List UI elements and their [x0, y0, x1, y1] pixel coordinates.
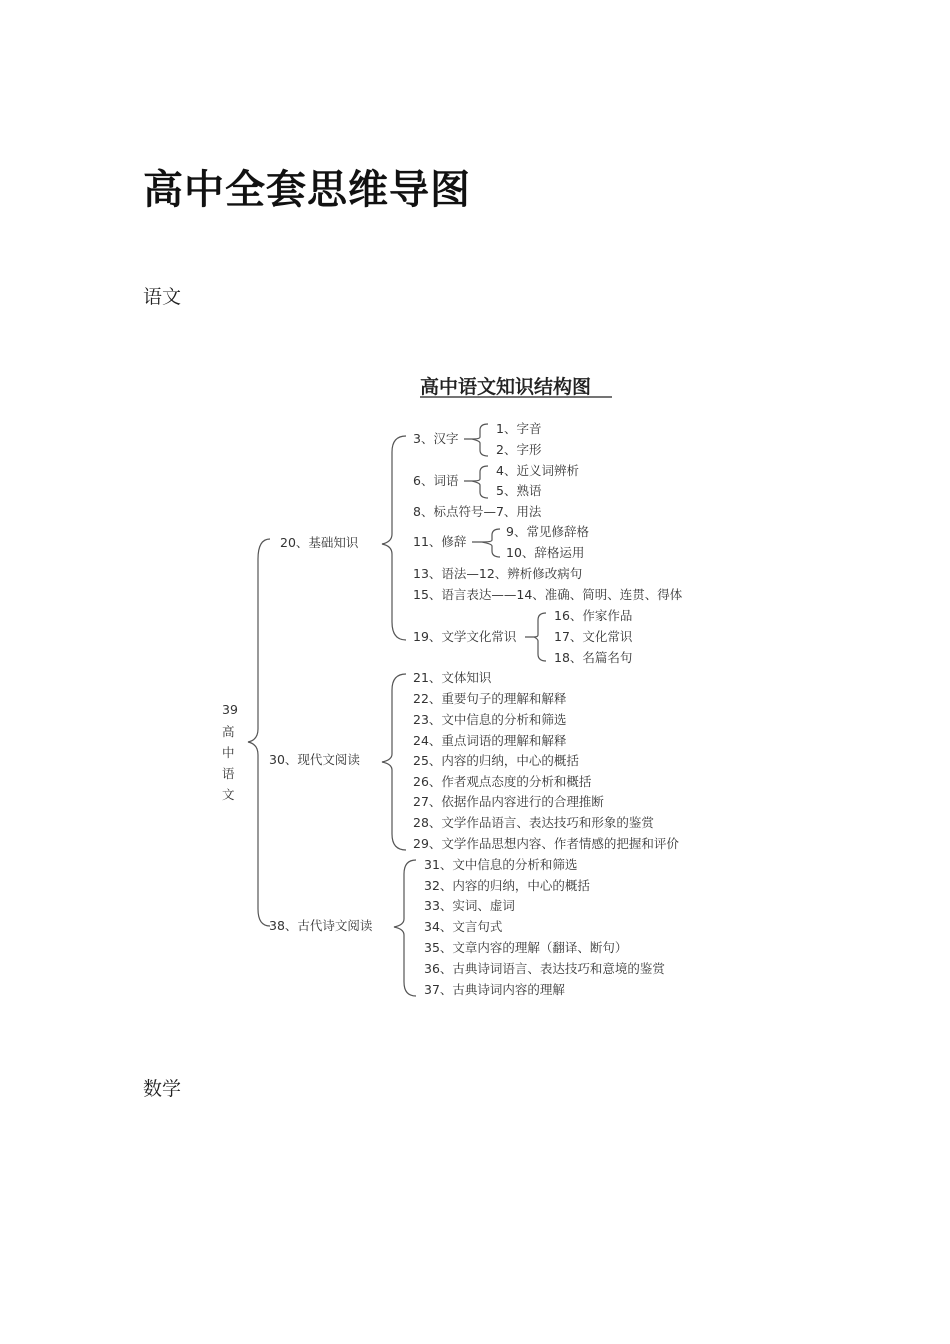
modern-item: 24、重点词语的理解和解释 [413, 733, 567, 748]
basic-item: 3、汉字 [413, 431, 459, 446]
branch-classic: 38、古代诗文阅读 [269, 918, 373, 933]
basic-sub-item: 9、常见修辞格 [506, 524, 589, 539]
basic-sub-item: 10、辞格运用 [506, 545, 585, 560]
classic-item: 35、文章内容的理解（翻译、断句） [424, 940, 628, 955]
modern-item: 29、文学作品思想内容、作者情感的把握和评价 [413, 836, 679, 851]
basic-sub-item: 18、名篇名句 [554, 650, 633, 665]
branch-modern: 30、现代文阅读 [269, 752, 360, 767]
root-label-char: 高 [222, 724, 235, 739]
page-title: 高中全套思维导图 [143, 167, 471, 213]
modern-brace [382, 674, 406, 850]
basic-sub-item: 1、字音 [496, 421, 542, 436]
basic-item: 6、词语 [413, 473, 459, 488]
modern-item: 22、重要句子的理解和解释 [413, 691, 567, 706]
root-label-char: 语 [222, 766, 235, 781]
basic-brace [382, 436, 406, 640]
basic-sub-item: 2、字形 [496, 442, 542, 457]
modern-item: 27、依据作品内容进行的合理推断 [413, 794, 604, 809]
basic-sub-item: 5、熟语 [496, 483, 542, 498]
basic-sub-item: 4、近义词辨析 [496, 463, 579, 478]
mindmap-figure [210, 364, 720, 1004]
root-label-char: 文 [222, 787, 235, 802]
modern-item: 23、文中信息的分析和筛选 [413, 712, 567, 727]
root-label-char: 中 [222, 745, 235, 760]
classic-brace [394, 860, 416, 996]
branch-basic: 20、基础知识 [280, 535, 359, 550]
basic-item: 8、标点符号—7、用法 [413, 504, 542, 519]
mindmap-title: 高中语文知识结构图 [420, 376, 592, 398]
sub-brace-hanzi [464, 424, 488, 456]
classic-item: 36、古典诗词语言、表达技巧和意境的鉴赏 [424, 961, 665, 976]
sub-brace-changshi [525, 613, 546, 661]
modern-item: 28、文学作品语言、表达技巧和形象的鉴赏 [413, 815, 654, 830]
classic-item: 37、古典诗词内容的理解 [424, 982, 565, 997]
basic-sub-item: 16、作家作品 [554, 608, 633, 623]
modern-item: 26、作者观点态度的分析和概括 [413, 774, 592, 789]
classic-item: 33、实词、虚词 [424, 898, 515, 913]
modern-item: 25、内容的归纳，中心的概括 [413, 753, 579, 768]
basic-item: 15、语言表达——14、准确、简明、连贯、得体 [413, 587, 683, 602]
mindmap-svg [210, 364, 720, 1004]
basic-item: 11、修辞 [413, 534, 467, 549]
classic-item: 31、文中信息的分析和筛选 [424, 857, 578, 872]
basic-sub-item: 17、文化常识 [554, 629, 633, 644]
classic-item: 34、文言句式 [424, 919, 503, 934]
section-heading-math: 数学 [143, 1078, 182, 1100]
section-heading-chinese: 语文 [143, 286, 182, 308]
modern-item: 21、文体知识 [413, 670, 492, 685]
basic-item: 13、语法—12、辨析修改病句 [413, 566, 583, 581]
sub-brace-ciyu [464, 466, 488, 498]
sub-brace-xiuci [472, 529, 500, 557]
root-label-number: 39 [222, 702, 238, 717]
basic-item: 19、文学文化常识 [413, 629, 517, 644]
root-brace [248, 539, 270, 926]
classic-item: 32、内容的归纳，中心的概括 [424, 878, 590, 893]
